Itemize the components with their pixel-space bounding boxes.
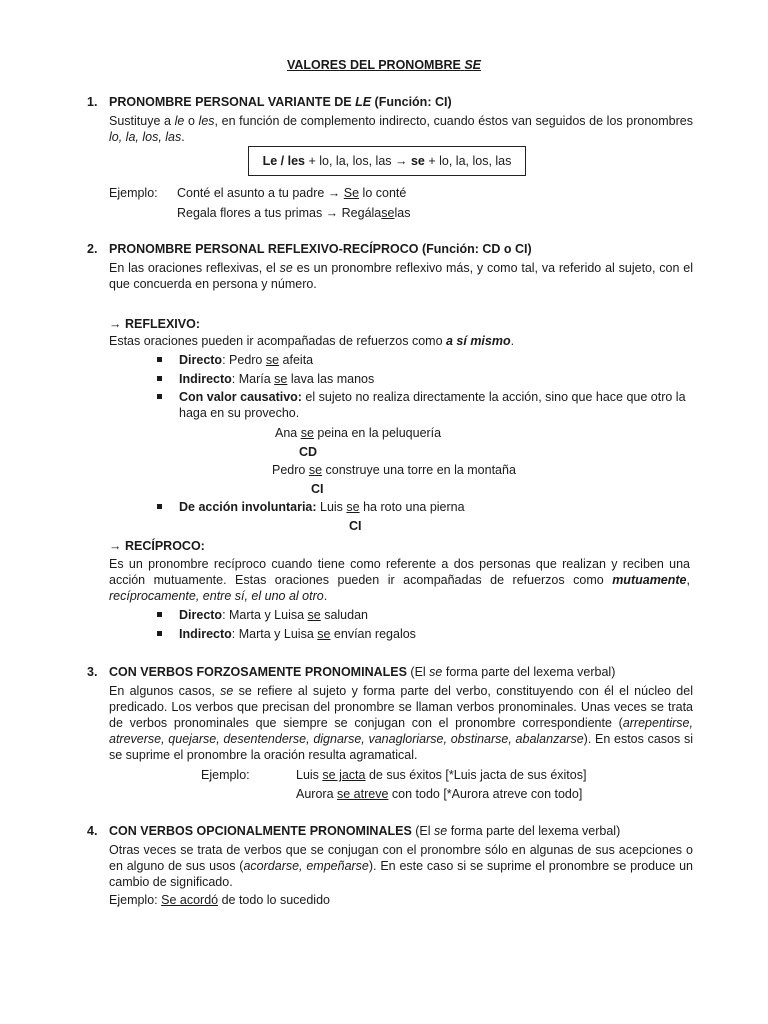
section-1-heading: 1. PRONOMBRE PERSONAL VARIANTE DE LE (Función: CI) xyxy=(87,95,452,109)
label-ci-2: CI xyxy=(349,519,362,533)
section-3-heading: 3. CON VERBOS FORZOSAMENTE PRONOMINALES (El se forma parte del lexema verbal) xyxy=(87,665,616,679)
section-1-example-1: Conté el asunto a tu padre → Se lo conté xyxy=(177,186,407,200)
section-4-paragraph: Otras veces se trata de verbos que se conjugan con el pronombre sólo en algunas de sus acepciones o en alguno de sus usos (acordarse, empeñarse). En este caso si se suprime el pronombre se produce un cambio de significado. xyxy=(109,843,693,889)
bullet-reciproco-directo: Directo: Marta y Luisa se saludan xyxy=(87,607,693,623)
bullet-indirecto: Indirecto: María se lava las manos xyxy=(87,371,693,387)
section-1-paragraph: Sustituye a le o les, en función de complemento indirecto, cuando éstos van seguidos de los pronombres lo, la, los, las. xyxy=(109,114,693,144)
section-2-heading: 2. PRONOMBRE PERSONAL REFLEXIVO-RECÍPROCO (Función: CD o CI) xyxy=(87,242,532,256)
reflexivo-paragraph: Estas oraciones pueden ir acompañadas de refuerzos como a sí mismo. xyxy=(109,334,515,348)
section-3-example-label: Ejemplo: xyxy=(201,768,250,782)
section-1-example-label: Ejemplo: xyxy=(109,186,158,200)
section-4 xyxy=(87,823,693,908)
section-4-example: Ejemplo: Se acordó de todo lo sucedido xyxy=(109,893,330,907)
bullet-reciproco-indirecto: Indirecto: Marta y Luisa se envían regalos xyxy=(87,626,693,642)
substitution-formula-box: Le / les + lo, la, los, las → se + lo, la, los, las xyxy=(248,146,526,176)
section-1-example-2: Regala flores a tus primas → Regálaselas xyxy=(177,206,411,220)
label-ci-1: CI xyxy=(311,482,324,496)
label-cd: CD xyxy=(299,445,318,459)
section-2 xyxy=(87,241,693,292)
section-3-example-1: Luis se jacta de sus éxitos [*Luis jacta de sus éxitos] xyxy=(296,768,587,782)
section-3 xyxy=(87,664,693,763)
reciproco-paragraph: Es un pronombre recíproco cuando tiene como referente a dos personas que realizan y reciben una acción mutuamente. Estas oraciones pueden ir acompañadas de refuerzos como mutuamente, recíprocamente, entre sí, el uno al otro. xyxy=(109,557,690,603)
section-1 xyxy=(87,94,693,145)
reciproco-heading: → RECÍPROCO: xyxy=(109,539,205,553)
page-title: VALORES DEL PRONOMBRE SE xyxy=(286,58,482,72)
bullet-directo: Directo: Pedro se afeita xyxy=(87,352,693,368)
section-3-example-2: Aurora se atreve con todo [*Aurora atreve con todo] xyxy=(296,787,583,801)
section-2-paragraph: En las oraciones reflexivas, el se es un pronombre reflexivo más, y como tal, va referido al sujeto, con el que concuerda en persona y número. xyxy=(109,261,693,291)
section-4-heading: 4. CON VERBOS OPCIONALMENTE PRONOMINALES (El se forma parte del lexema verbal) xyxy=(87,824,621,838)
bullet-causativo: Con valor causativo: el sujeto no realiza directamente la acción, sino que hace que otro la haga en su provecho. xyxy=(87,389,693,421)
causativo-example-2: Pedro se construye una torre en la montaña xyxy=(272,463,516,477)
reflexivo-heading: → REFLEXIVO: xyxy=(109,317,200,331)
causativo-example-1: Ana se peina en la peluquería xyxy=(275,426,442,440)
bullet-involuntaria: De acción involuntaria: Luis se ha roto una pierna xyxy=(87,499,693,515)
section-3-paragraph: En algunos casos, se se refiere al sujeto y forma parte del verbo, constituyendo con él el núcleo del predicado. Los verbos que precisan del pronombre se llaman verbos pronominales. Unas veces se trata de verbos pronominales que siempre se conjugan con el pronombre correspondiente (arrepentirse, atreverse, quejarse, desentenderse, dignarse, vanagloriarse, obstinarse, abalanzarse). En estos casos si se suprime el pronombre la oración resulta agramatical. xyxy=(109,684,693,762)
